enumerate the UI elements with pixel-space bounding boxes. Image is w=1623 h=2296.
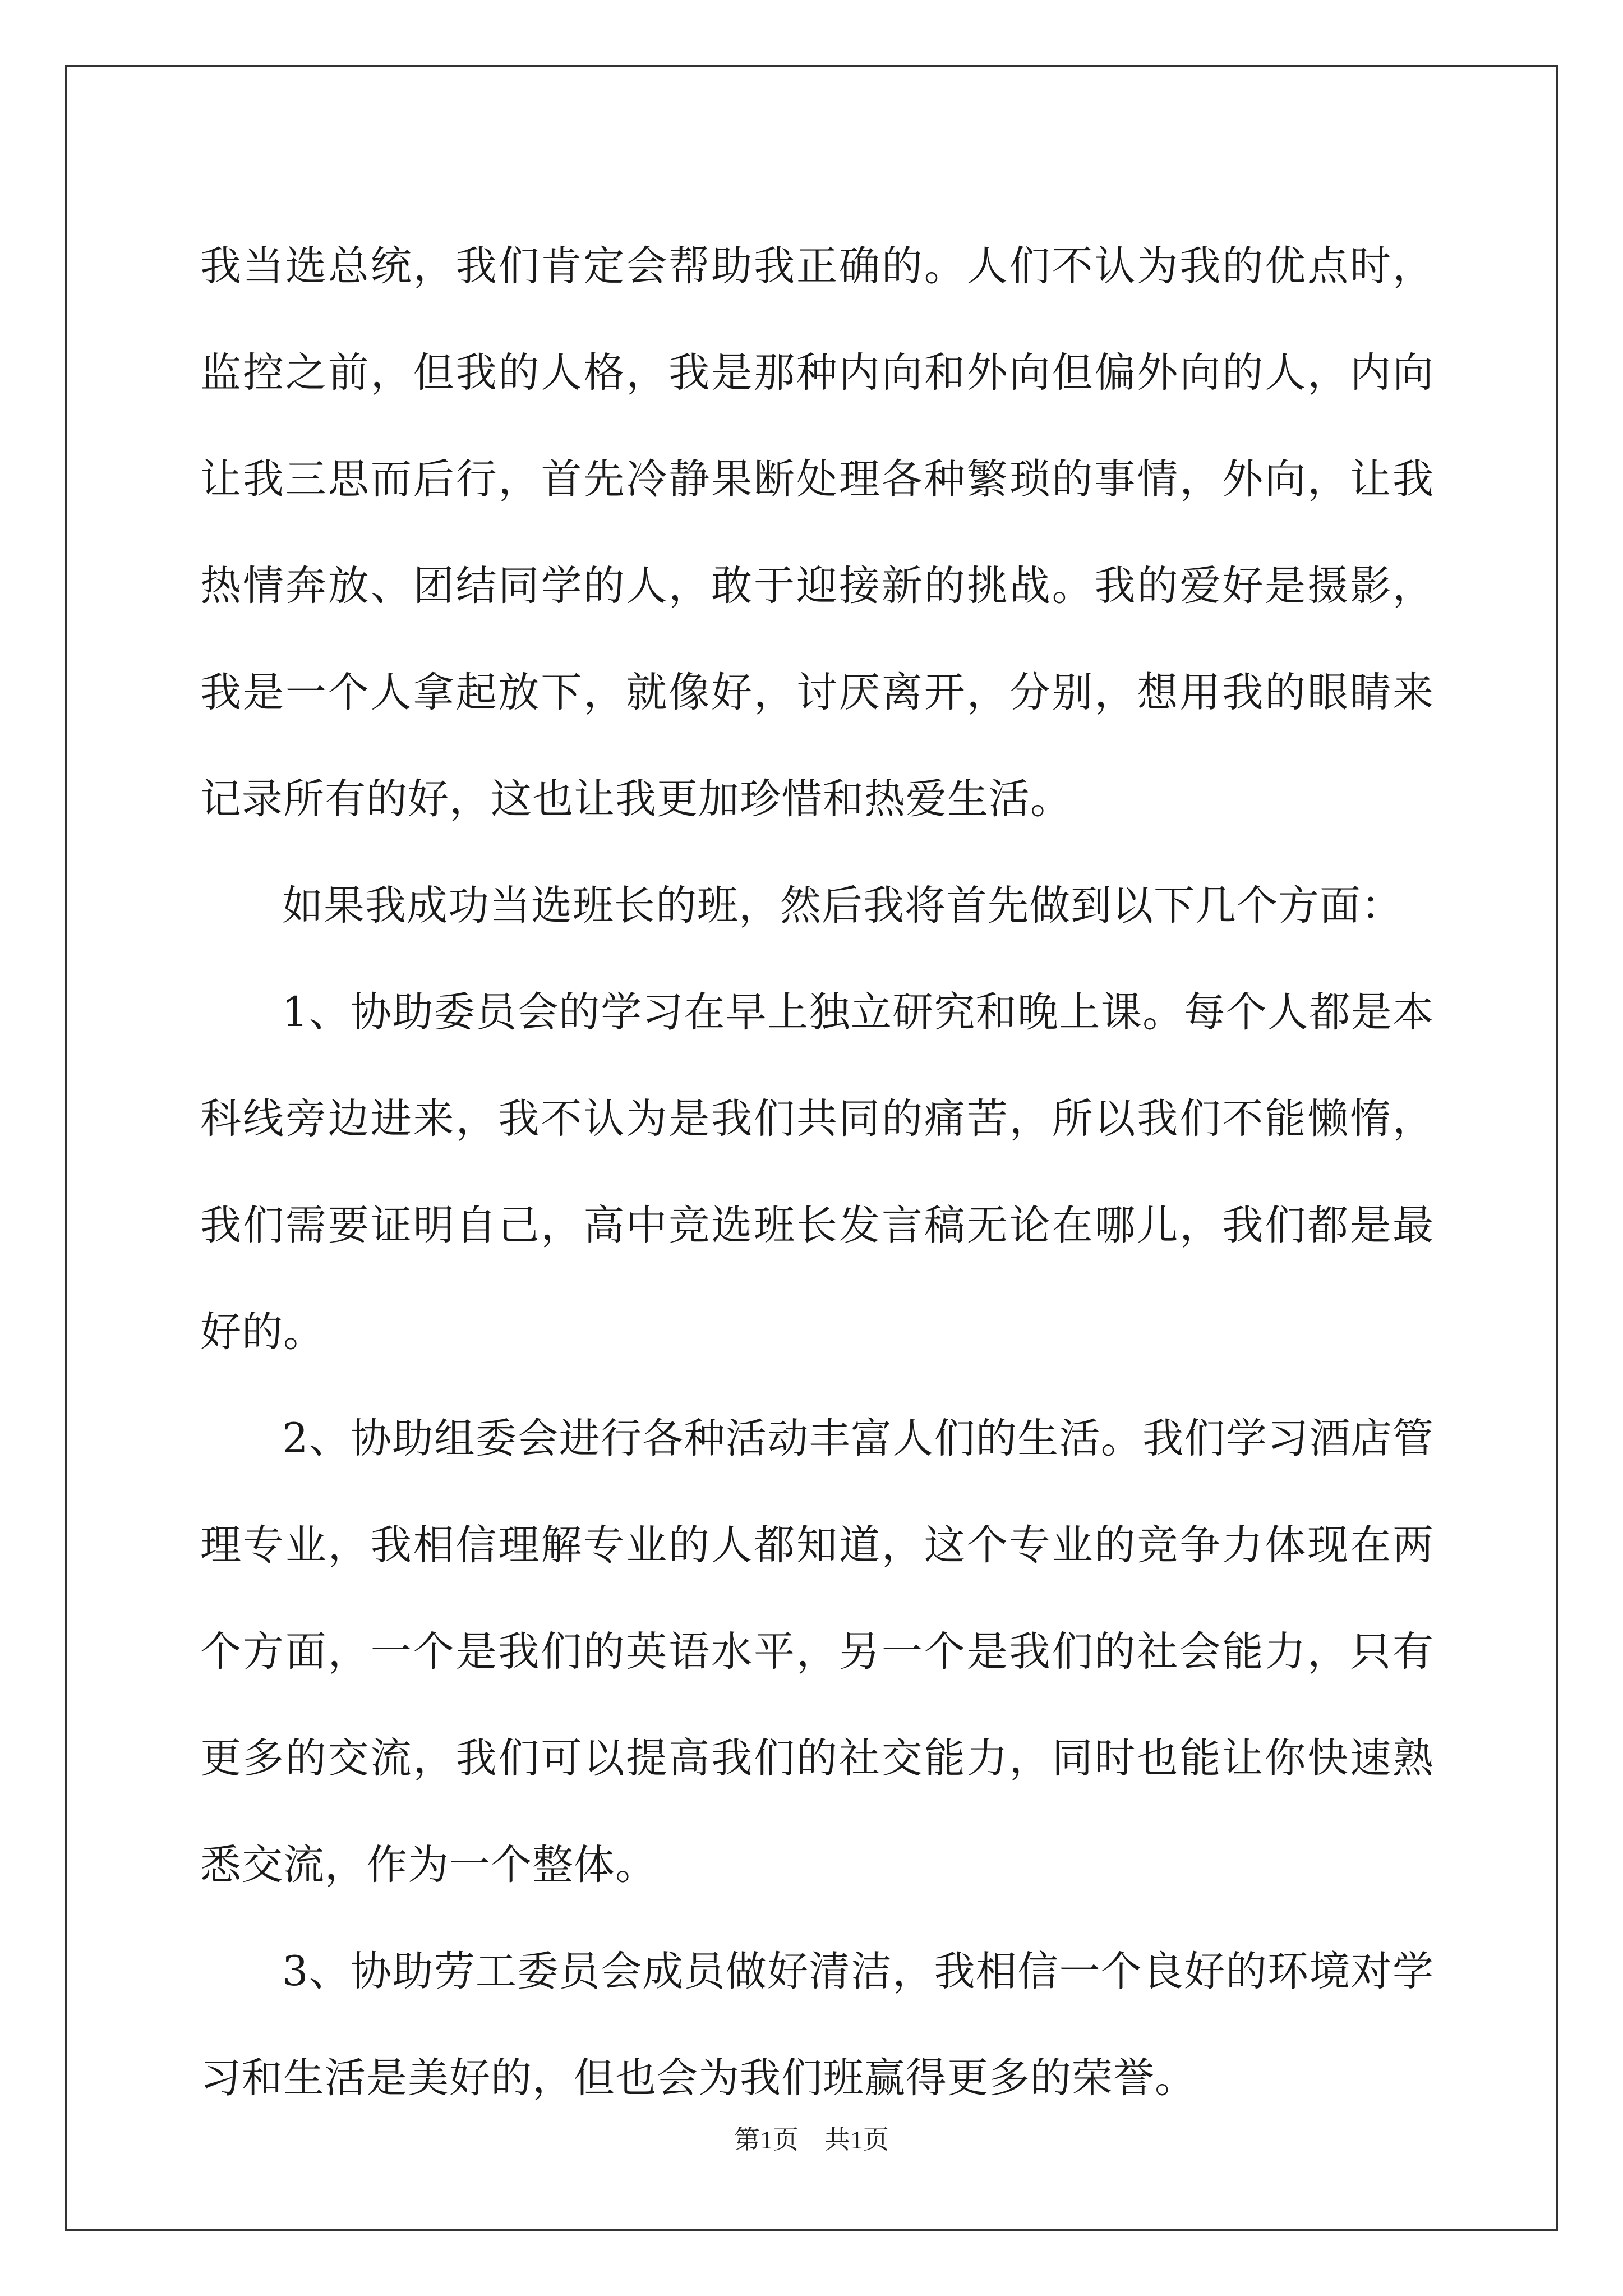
- paragraph-2: 如果我成功当选班长的班，然后我将首先做到以下几个方面：: [282, 882, 1403, 930]
- paragraph-5: 3、协助劳工委员会成员做好清洁，我相信一个良好的环境对学习和生活是美好的，但也会为我们班赢得更多的荣誉。: [200, 1948, 1434, 2102]
- page-number-footer: 第1页 共1页: [734, 2125, 889, 2154]
- paragraph-4: 2、协助组委会进行各种活动丰富人们的生活。我们学习酒店管理专业，我相信理解专业的人都知道，这个专业的竞争力体现在两个方面，一个是我们的英语水平，另一个是我们的社会能力，只有更多的交流，我们可以提高我们的社交能力，同时也能让你快速熟悉交流，作为一个整体。: [200, 1415, 1434, 1889]
- paragraph-1: 我当选总统，我们肯定会帮助我正确的。人们不认为我的优点时，监控之前，但我的人格，我是那种内向和外向但偏外向的人，内向让我三思而后行，首先冷静果断处理各种繁琐的事情，外向，让我热情奔放、团结同学的人，敢于迎接新的挑战。我的爱好是摄影，我是一个人拿起放下，就像好，讨厌离开，分别，想用我的眼睛来记录所有的好，这也让我更加珍惜和热爱生活。: [200, 242, 1434, 823]
- document-body: [200, 213, 1434, 2132]
- paragraph-3: 1、协助委员会的学习在早上独立研究和晚上课。每个人都是本科线旁边进来，我不认为是我们共同的痛苦，所以我们不能懒惰，我们需要证明自己，高中竞选班长发言稿无论在哪儿，我们都是最好的。: [200, 988, 1434, 1356]
